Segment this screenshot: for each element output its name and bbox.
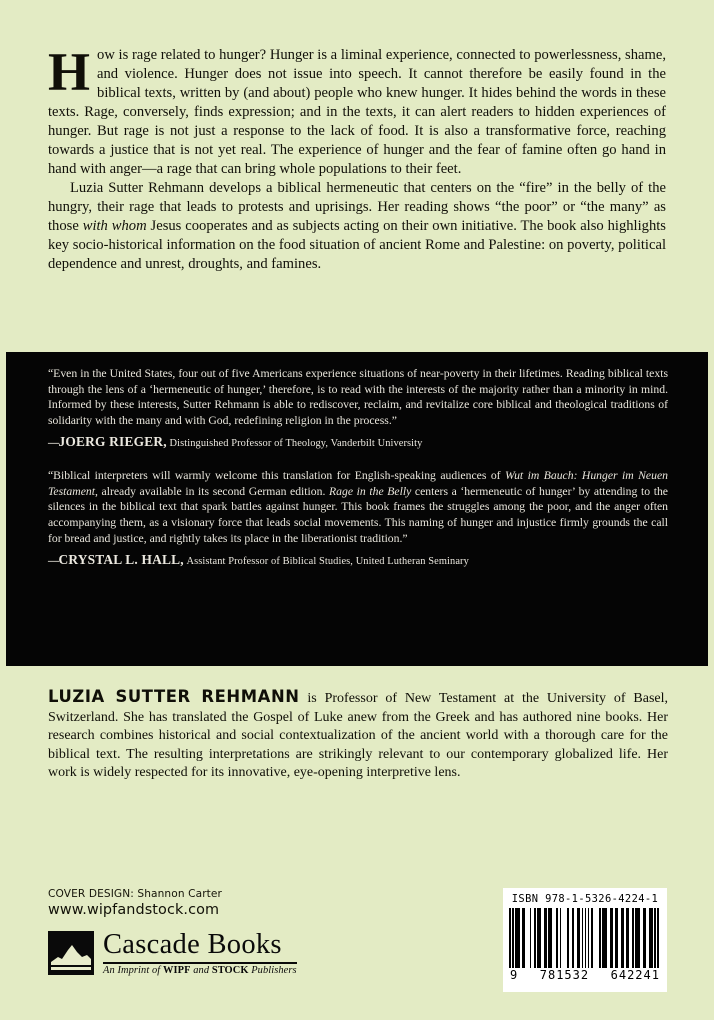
endorsement-hall-italic-2: Rage in the Belly [329,484,412,498]
attribution-dash: — [48,554,59,567]
publisher-logo-text [103,931,297,976]
endorsement-hall-role: Assistant Professor of Biblical Studies, United Lutheran Seminary [186,555,469,567]
endorsement-hall-name: CRYSTAL L. HALL, [58,551,184,567]
endorsement-rieger [48,366,668,450]
endorsement-hall-attribution [48,552,668,568]
endorsement-hall-quote-a: “Biblical interpreters will warmly welcome this translation for English-speaking audiences of [48,468,505,482]
isbn-barcode [503,888,667,992]
publisher-website[interactable]: www.wipfandstock.com [48,902,220,918]
endorsement-rieger-attribution [48,434,668,450]
tagline-stock: STOCK [211,964,249,976]
drop-cap: H [48,42,91,102]
publisher-logo [48,930,297,975]
attribution-dash: — [48,436,59,449]
blurb-paragraph-2 [48,179,666,274]
isbn-number: 978-1-5326-4224-1 [545,893,659,905]
blurb-p2-italic: with whom [82,218,147,235]
cover-design-credit: COVER DESIGN: Shannon Carter [48,888,222,900]
endorsement-hall-quote-c: centers a ‘hermeneutic of hunger’ by attending to the silences in the biblical text that spark battles against hunger. This book frames the struggles among the poor, and the anger often accompanying them, as a visionary force that leads social movements. This naming of hunger and injustice firmly grounds the call for bread and justice, and rightly takes its place in the liberationist tradition.” [48,484,668,545]
author-bio-text: is Professor of New Testament at the University of Basel, Switzerland. She has translated the Gospel of Luke anew from the Greek and has authored nine books. Her research combines historical and social contextualization of the ancient world with a thorough care for the biblical text. The resulting interpretations are strikingly relevant to our contemporary globalized life. Her work is widely respected for its innovative, eye-opening interpretive lens. [48,691,668,781]
isbn-label: ISBN [511,893,539,905]
endorsement-hall-quote-b: , already available in its second German edition. [94,484,330,498]
endorsement-hall [48,468,668,568]
endorsement-hall-italic-1: Wut im Bauch: Hunger im Neuen Testament [48,468,668,498]
publisher-tagline [103,965,297,976]
tagline-part-2: and [190,964,212,976]
endorsement-rieger-quote: “Even in the United States, four out of five Americans experience situations of near-poverty in their lifetimes. Reading biblical texts through the lens of a ‘hermeneutic of hunger,’ therefore, is to read with the interests of the majority rather than a minority in mind. Informed by these interests, Sutter Rehmann is able to rediscover, reclaim, and revitalize core biblical and theological traditions of solidarity with the many and with God, redefining religion in the process.” [48,367,668,428]
tagline-part-1: An Imprint of [103,964,163,976]
barcode-digits [509,968,661,981]
blurb-paragraph-1 [48,42,666,179]
barcode-group-2: 642241 [610,968,660,982]
blurb-p2-part-a: Luzia Sutter Rehmann develops a biblical hermeneutic that centers on the “fire” in the belly of the hungry, their rage that leads to protests and uprisings. Her reading shows “the poor” or “the many” as those [48,180,666,235]
endorsement-rieger-role: Distinguished Professor of Theology, Vanderbilt University [169,437,423,449]
blurb-p2-part-b: Jesus cooperates and as subjects acting on their own initiative. The book also highlights key socio-historical information on the food situation of ancient Rome and Palestine: on poverty, political dependence and unrest, droughts, and famines. [48,218,666,273]
tagline-wipf: WIPF [163,964,191,976]
credits-block [48,888,222,918]
author-name: LUZIA SUTTER REHMANN [48,687,300,706]
blurb-paragraph-1-text: ow is rage related to hunger? Hunger is a liminal experience, connected to powerlessness, shame, and violence. Hunger does not issue into speech. It cannot therefore be easily found in the biblical texts, written by (and about) people who knew hunger. It hides behind the words in these texts. Rage, conversely, finds expression; and in the texts, it can alert readers to hidden experiences of hunger. But rage is not just a response to the lack of food. It is also a transformative force, reaching towards a justice that is not yet real. The experience of hunger and the fear of famine often go hand in hand with anger—a rage that can bring whole populations to their feet. [48,47,666,178]
author-bio [48,686,668,783]
mountain-logo-icon [48,931,94,975]
tagline-part-3: Publishers [248,964,297,976]
barcode-group-1: 781532 [539,968,590,982]
cover-footer [0,884,714,1020]
endorsements-band [6,352,708,666]
description-blurb [48,42,666,274]
publisher-name: Cascade Books [103,929,282,960]
isbn-text [509,893,661,905]
barcode-check-digit: 9 [510,968,519,982]
endorsement-hall-quote [48,468,668,547]
barcode-bars [509,908,661,968]
logo-divider [103,962,297,964]
endorsement-rieger-name: JOERG RIEGER, [58,433,167,449]
